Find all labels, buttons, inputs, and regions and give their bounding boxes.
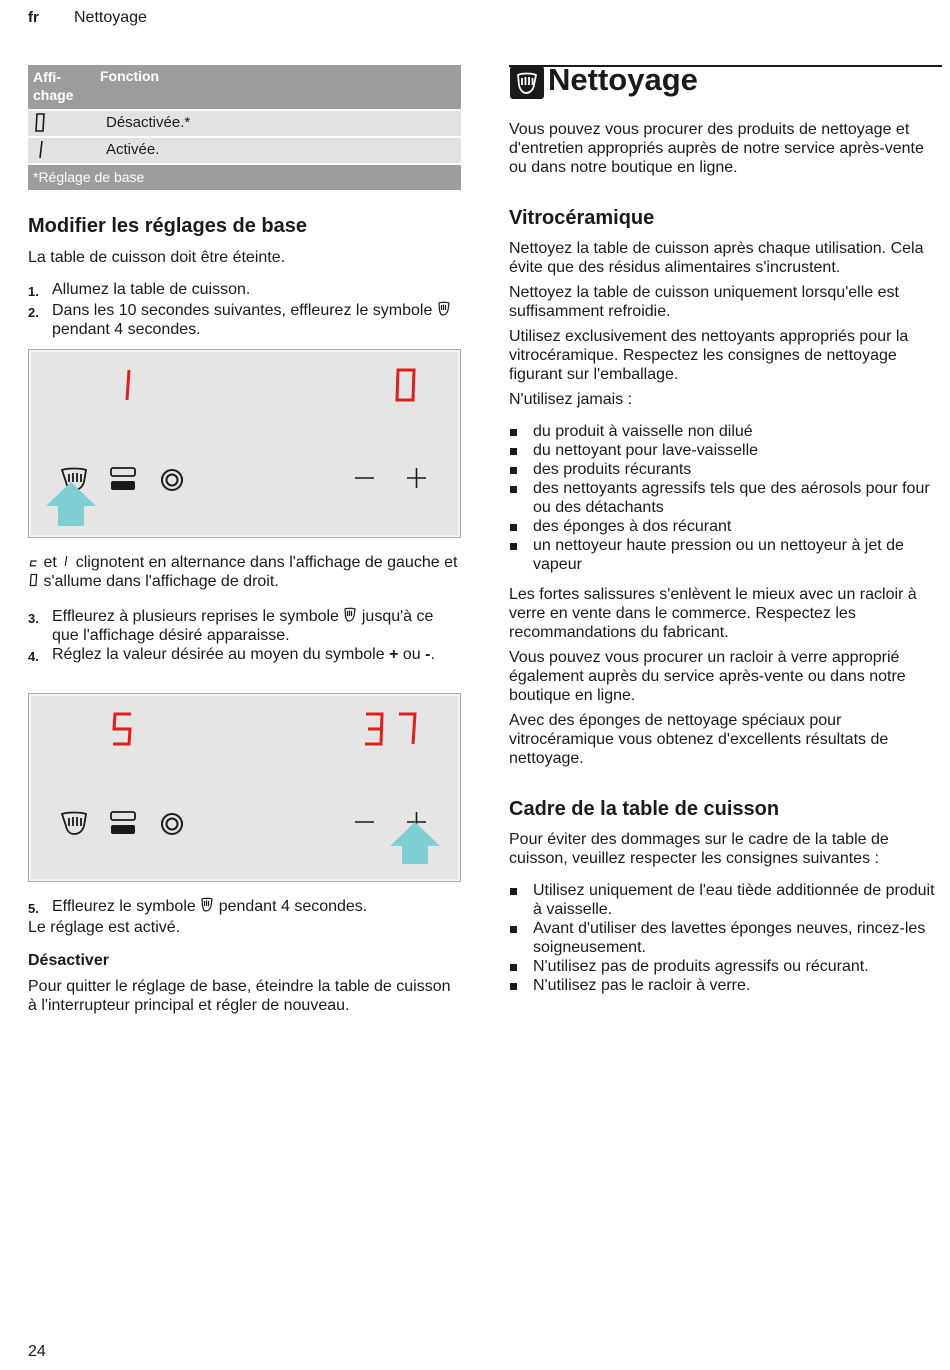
list-item [509,976,942,995]
panel-1-drawing [29,350,460,537]
list-item [509,479,942,517]
right-display-37 [365,714,415,744]
segment-1-icon [34,139,46,160]
vitro-paragraph: Nettoyez la table de cuisson après chaque utilisation. Cela évite que des résidus alimentaires s'incrustent. [509,240,924,276]
list-item-text: un nettoyeur haute pression ou un nettoyeur à jet de vapeur [533,537,904,573]
step-5-result: Le réglage est activé. [28,919,181,936]
power-key-icon [162,814,182,834]
cleaning-intro: Vous pouvez vous procurer des produits de nettoyage et d'entretien appropriés auprès de notre service après-vente ou dans notre boutique en ligne. [509,121,924,176]
section-heading: Modifier les réglages de base [28,215,307,237]
blink-text-1: et [43,554,57,571]
step-text: Allumez la table de cuisson. [52,281,251,298]
vitro-paragraph: Utilisez exclusivement des nettoyants appropriés pour la vitrocéramique. Respectez les consignes de nettoyage figurant sur l'emballage. [509,328,909,383]
list-item [509,536,942,574]
never-list [509,422,942,574]
minus-symbol: - [425,646,431,663]
deactivate-text: Pour quitter le réglage de base, éteindre la table de cuisson à l'interrupteur principal et régler de nouveau. [28,978,451,1014]
settings-table [28,65,461,190]
vitro-paragraph: Les fortes salissures s'enlèvent le mieux avec un racloir à verre en vente dans le commerce. Respectez les recommandations du fabricant. [509,586,917,641]
list-item [509,881,942,919]
left-display-5 [113,714,131,744]
step-text-or: ou [402,646,421,663]
plus-key-icon [407,468,426,488]
right-display-0 [397,370,414,400]
menu-key-icon [111,468,135,490]
step-text-end: . [430,646,435,663]
list-item-text: Avant d'utiliser des lavettes éponges neuves, rincez-les soigneusement. [533,920,926,956]
segment-c-icon [28,553,39,569]
vitro-paragraph: Vous pouvez vous procurer un racloir à verre approprié également auprès du service après-vente ou dans notre boutique en ligne. [509,649,906,704]
list-item-text: des nettoyants agressifs tels que des aérosols pour four ou des détachants [533,480,930,516]
steps-3-4 [28,607,461,666]
step-text: Réglez la valeur désirée au moyen du symbole [52,646,385,663]
step-number: 4. [28,649,39,664]
hand-symbol-icon [200,897,214,913]
step-text-end: pendant 4 secondes. [52,321,201,338]
table-footnote: *Réglage de base [28,165,461,190]
language-code: fr [28,9,39,26]
hand-symbol-icon [437,301,451,317]
segment-0-icon [28,572,39,588]
step-number: 5. [28,901,39,916]
frame-list [509,881,942,995]
list-item [509,957,942,976]
control-panel-2 [28,693,461,882]
hand-key-icon [62,813,86,835]
step-5 [28,897,461,937]
steps-1-2 [28,280,461,339]
step-number: 3. [28,611,39,626]
list-item-text: N'utilisez pas de produits agressifs ou récurant. [533,958,869,975]
intro-text: La table de cuisson doit être éteinte. [28,249,286,266]
segment-1-icon [61,553,71,569]
arrow-up-icon [46,482,96,526]
step-text-end: jusqu'à ce que l'affichage désiré apparaisse. [52,608,434,644]
vitro-paragraph: Nettoyez la table de cuisson uniquement lorsqu'elle est suffisamment refroidie. [509,284,899,320]
blink-text-2: clignotent en alternance dans l'affichage de gauche et [75,554,458,571]
blink-note [28,553,461,591]
page-number: 24 [28,1343,46,1360]
frame-intro: Pour éviter des dommages sur le cadre de la table de cuisson, veuillez respecter les consignes suivantes : [509,831,889,867]
frame-heading: Cadre de la table de cuisson [509,798,780,820]
step-text-end: pendant 4 secondes. [218,898,368,915]
table-header [28,65,461,109]
step-text: Effleurez à plusieurs reprises le symbole [52,608,339,625]
row-text: Désactivée.* [106,114,191,131]
panel-2-drawing [29,694,460,881]
col-display-line2: chage [33,87,74,103]
control-panel-1 [28,349,461,538]
list-item [509,460,942,479]
list-item [509,919,942,957]
plus-symbol: + [389,646,399,663]
left-display-1 [127,370,129,400]
table-row [28,138,461,163]
step-text: Effleurez le symbole [52,898,196,915]
col-function: Fonction [100,68,160,84]
list-item-text: N'utilisez pas le racloir à verre. [533,977,751,994]
deactivate-heading: Désactiver [28,952,109,969]
running-header: Nettoyage [74,9,147,26]
arrow-up-icon [390,822,440,864]
blink-text-3: s'allume dans l'affichage de droit. [43,573,279,590]
list-item [509,517,942,536]
step-number: 2. [28,305,39,320]
row-text: Activée. [106,141,160,158]
list-item-text: Utilisez uniquement de l'eau tiède additionnée de produit à vaisselle. [533,882,935,918]
vitro-paragraph: N'utilisez jamais : [509,391,633,408]
cleaning-hand-icon [510,66,544,99]
list-item-text: des produits récurants [533,461,692,478]
page-title: Nettoyage [548,62,698,97]
hand-symbol-icon [343,607,357,623]
menu-key-icon [111,812,135,834]
list-item-text: des éponges à dos récurant [533,518,732,535]
list-item [509,422,942,441]
vitro-paragraph: Avec des éponges de nettoyage spéciaux pour vitrocéramique vous obtenez d'excellents résultats de nettoyage. [509,712,889,767]
list-item-text: du nettoyant pour lave-vaisselle [533,442,759,459]
segment-0-icon [34,112,46,133]
vitro-heading: Vitrocéramique [509,207,655,229]
step-text: Dans les 10 secondes suivantes, effleurez le symbole [52,302,433,319]
table-row [28,111,461,136]
list-item-text: du produit à vaisselle non dilué [533,423,753,440]
step-number: 1. [28,284,39,299]
col-display-line1: Affi- [33,69,61,85]
power-key-icon [162,470,182,490]
list-item [509,441,942,460]
